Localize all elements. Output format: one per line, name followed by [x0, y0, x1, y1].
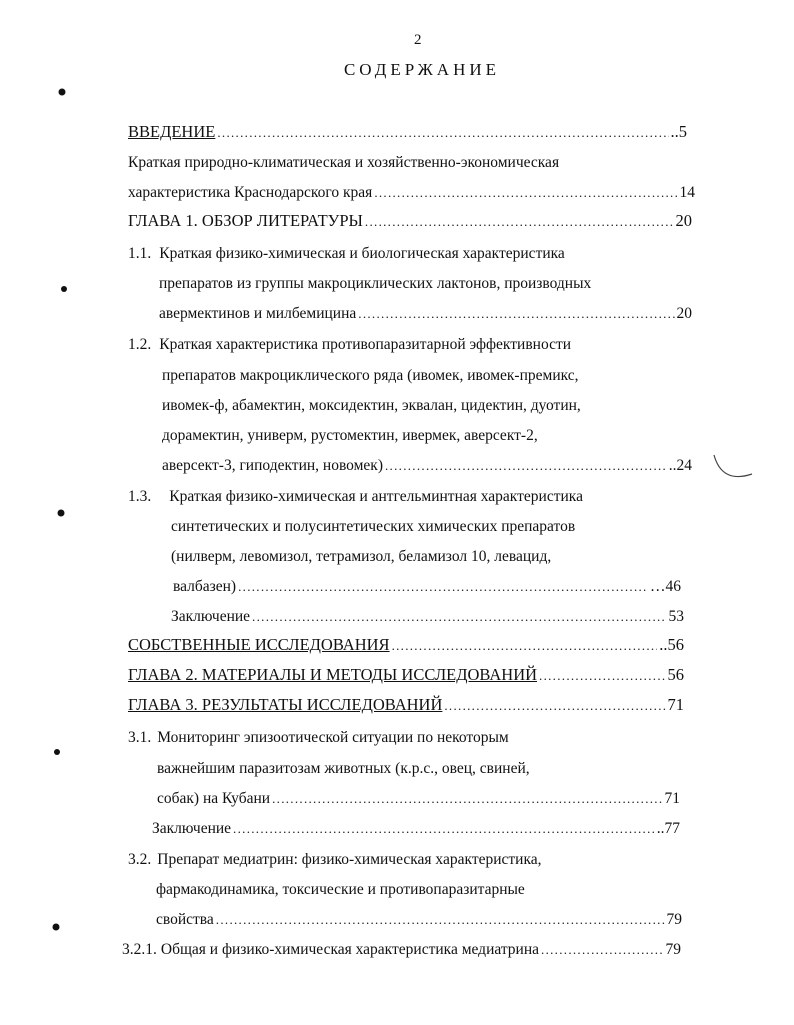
section-number: 3.1. [128, 729, 152, 746]
leader-dots [216, 910, 665, 930]
leader-dots [374, 183, 677, 203]
toc-entry-page: …46 [650, 578, 681, 595]
leader-dots [252, 607, 666, 627]
toc-entry-intro [128, 122, 687, 143]
leader-dots [444, 696, 665, 716]
toc-entry-label: Препарат медиатрин: физико-химическая характеристика, [157, 851, 542, 868]
toc-entry-chapter-1 [128, 211, 692, 232]
toc-entry-label: Краткая физико-химическая и антгельминтная характеристика [169, 488, 583, 505]
toc-entry-label: синтетических и полусинтетических химических препаратов [171, 518, 576, 535]
toc-entry-section-1-3-line4 [173, 577, 681, 597]
toc-entry-climate-line2 [128, 183, 695, 203]
toc-entry-climate-line1 [128, 153, 559, 173]
binder-hole-mark [53, 924, 60, 931]
toc-entry-chapter-3 [128, 695, 684, 716]
toc-entry-page: 71 [664, 790, 680, 807]
toc-entry-page: ..77 [656, 820, 680, 837]
toc-entry-conclusion-1 [171, 607, 684, 627]
toc-entry-label: Заключение [171, 608, 251, 625]
toc-entry-section-3-2 [128, 850, 542, 870]
toc-entry-page: ..56 [659, 635, 684, 654]
leader-dots [217, 123, 668, 143]
leader-dots [365, 212, 674, 232]
toc-entry-label: свойства [156, 911, 214, 928]
toc-entry-label: Краткая характеристика противопаразитарной эффективности [159, 336, 572, 353]
toc-entry-page: 20 [675, 211, 692, 230]
toc-entry-section-3-1-line2 [157, 759, 530, 779]
toc-entry-label: Краткая физико-химическая и биологическая характеристика [159, 245, 565, 262]
toc-entry-section-1-1-line3 [159, 304, 692, 324]
pencil-mark [714, 455, 752, 477]
toc-entry-section-3-2-line2 [156, 880, 525, 900]
toc-entry-section-1-1-line2 [159, 274, 591, 294]
leader-dots [358, 304, 674, 324]
toc-entry-label: ГЛАВА 2. МАТЕРИАЛЫ И МЕТОДЫ ИССЛЕДОВАНИЙ [128, 665, 538, 684]
toc-entry-section-3-2-line3 [156, 910, 682, 930]
leader-dots [385, 456, 667, 476]
toc-entry-label: Краткая природно-климатическая и хозяйственно-экономическая [128, 154, 560, 171]
leader-dots [392, 636, 658, 656]
toc-entry-page: 79 [666, 911, 682, 928]
toc-entry-label: СОБСТВЕННЫЕ ИССЛЕДОВАНИЯ [128, 635, 390, 654]
toc-entry-label: характеристика Краснодарского края [128, 184, 373, 201]
toc-entry-page: 71 [667, 695, 684, 714]
toc-entry-label: препаратов макроциклического ряда (ивомек, ивомек-премикс, [162, 367, 579, 384]
toc-entry-page: 14 [679, 184, 695, 201]
toc-entry-page: 79 [665, 941, 681, 958]
toc-entry-chapter-2 [128, 665, 684, 686]
toc-entry-own-research [128, 635, 684, 656]
toc-entry-label: фармакодинамика, токсические и противопаразитарные [156, 881, 525, 898]
toc-entry-section-3-2-1 [122, 940, 681, 960]
toc-entry-section-1-3-line2 [171, 517, 575, 537]
toc-entry-section-3-1-line3 [157, 789, 680, 809]
toc-entry-label: ГЛАВА 3. РЕЗУЛЬТАТЫ ИССЛЕДОВАНИЙ [128, 695, 443, 714]
toc-entry-section-1-1 [128, 244, 565, 264]
section-number: 3.2.1. [122, 941, 157, 958]
toc-entry-section-1-2-line4 [162, 426, 538, 446]
toc-entry-label: ВВЕДЕНИЕ [128, 122, 216, 141]
toc-entry-page: ..5 [670, 122, 687, 141]
section-number: 3.2. [128, 851, 152, 868]
binder-hole-mark [54, 749, 60, 755]
toc-entry-label: ивомек-ф, абамектин, моксидектин, эквалан, цидектин, дуотин, [162, 397, 581, 414]
toc-entry-page: 20 [676, 305, 692, 322]
leader-dots [272, 789, 662, 809]
toc-entry-label: Мониторинг эпизоотической ситуации по некоторым [157, 729, 509, 746]
toc-entry-label: дорамектин, универм, рустомектин, ивермек, аверсект-2, [162, 427, 538, 444]
toc-entry-label: собак) на Кубани [157, 790, 271, 807]
leader-dots [539, 666, 665, 686]
section-number: 1.3. [128, 488, 152, 505]
toc-entry-section-1-3-line3 [171, 547, 551, 567]
toc-entry-label: аверсект-3, гиподектин, новомек) [162, 457, 383, 474]
toc-entry-section-1-2-line3 [162, 396, 581, 416]
toc-entry-section-1-2-line2 [162, 366, 579, 386]
toc-entry-label: авермектинов и милбемицина [159, 305, 357, 322]
toc-entry-conclusion-2 [152, 819, 680, 839]
page-title: СОДЕРЖАНИЕ [343, 60, 501, 79]
binder-hole-mark [61, 286, 67, 292]
toc-entry-section-1-3 [128, 487, 583, 507]
toc-entry-label: ГЛАВА 1. ОБЗОР ЛИТЕРАТУРЫ [128, 211, 363, 230]
toc-entry-section-1-2 [128, 335, 571, 355]
toc-entry-label: Заключение [152, 820, 232, 837]
section-number: 1.1. [128, 245, 152, 262]
toc-entry-label: (нилверм, левомизол, тетрамизол, беламизол 10, левацид, [171, 548, 552, 565]
toc-entry-label: Общая и физико-химическая характеристика медиатрина [160, 941, 540, 958]
toc-entry-section-3-1 [128, 728, 509, 748]
binder-hole-mark [58, 510, 65, 517]
binder-hole-mark [59, 89, 66, 96]
page-number: 2 [414, 32, 422, 48]
toc-entry-label: препаратов из группы макроциклических лактонов, производных [159, 275, 592, 292]
toc-entry-page: ..24 [668, 457, 692, 474]
section-number: 1.2. [128, 336, 152, 353]
toc-entry-section-1-2-line5 [162, 456, 692, 476]
leader-dots [233, 819, 655, 839]
leader-dots [541, 940, 663, 960]
toc-entry-page: 56 [667, 665, 684, 684]
toc-entry-page: 53 [668, 608, 684, 625]
toc-entry-label: важнейшим паразитозам животных (к.р.с., овец, свиней, [157, 760, 530, 777]
leader-dots [238, 577, 648, 597]
toc-entry-label: валбазен) [173, 578, 237, 595]
